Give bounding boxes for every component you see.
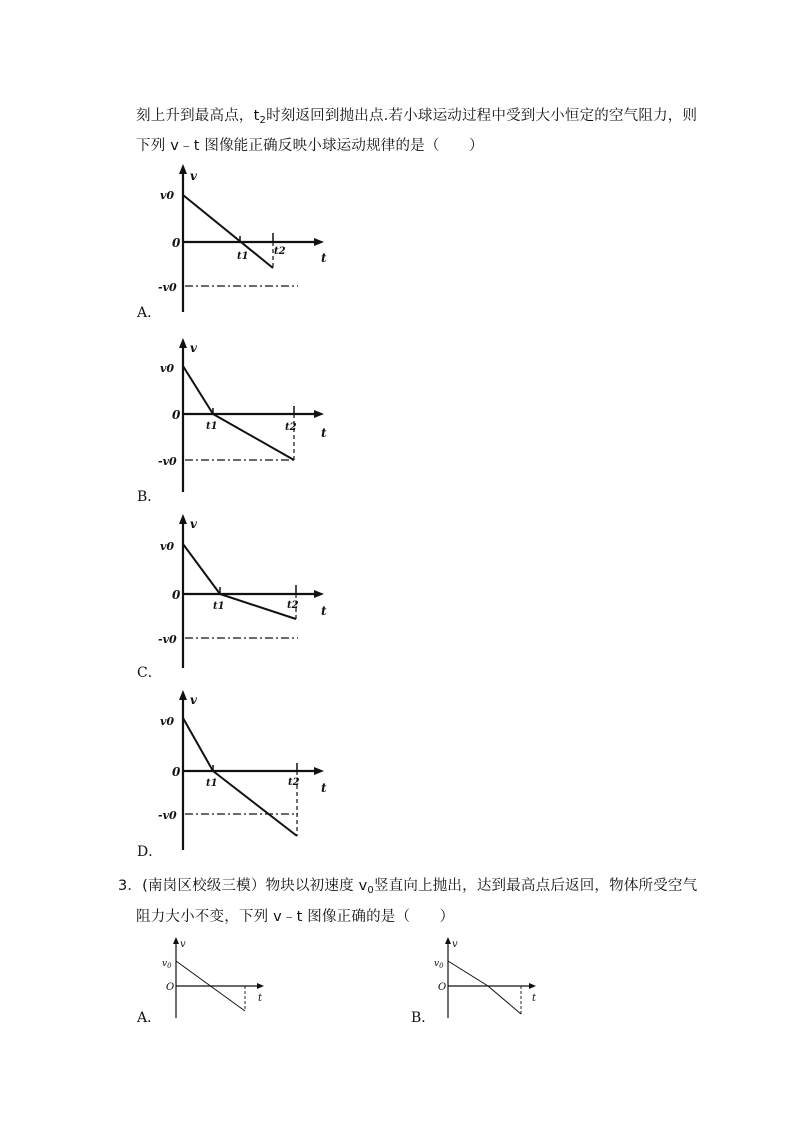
v0-label: v0 — [160, 715, 175, 728]
option-b-label[interactable]: B． — [137, 489, 162, 505]
question3-line1-pre: 3．(南岗区校级三模）物块以初速度 — [118, 878, 359, 894]
question2-line1 — [136, 104, 697, 126]
t-axis-label: t — [321, 426, 327, 440]
v-axis-label: v — [190, 517, 197, 531]
v-axis-label: v — [190, 693, 197, 707]
option-a-label[interactable]: A． — [137, 305, 162, 321]
neg-v0-label: -v0 — [158, 633, 177, 646]
graph-option-b — [160, 336, 360, 496]
option-c-label[interactable]: C． — [137, 665, 162, 681]
neg-v0-label: -v0 — [158, 455, 177, 468]
question3-line2: 阻力大小不变，下列 v﹣t 图像正确的是（ ） — [136, 909, 455, 925]
v-axis-label: v — [190, 341, 197, 355]
zero-label: 0 — [172, 408, 181, 422]
neg-v0-label: -v0 — [158, 809, 177, 822]
q3-option-b-label[interactable]: B． — [411, 1010, 436, 1026]
option-d-label[interactable]: D． — [137, 844, 163, 860]
t2-label: t2 — [288, 777, 300, 788]
t-axis-label: t — [258, 993, 263, 1004]
t2-label: t2 — [274, 246, 286, 257]
origin-label: O — [438, 982, 447, 993]
zero-label: 0 — [172, 236, 181, 250]
t1-label: t1 — [237, 251, 249, 262]
t-axis-label: t — [321, 251, 327, 265]
graph-option-a — [160, 162, 360, 312]
question2-line2: 下列 v﹣t 图像能正确反映小球运动规律的是（ ） — [136, 138, 484, 154]
t2-subscript: 2 — [259, 115, 267, 126]
question3-line1-post: 竖直向上抛出，达到最高点后返回，物体所受空气 — [373, 878, 698, 894]
q3-option-a-label[interactable]: A． — [137, 1010, 162, 1026]
v0-variable: v — [358, 878, 368, 894]
q3-graph-option-a — [160, 936, 280, 1026]
t1-label: t1 — [206, 421, 218, 432]
question2-line1-post: 时刻返回到抛出点.若小球运动过程中受到大小恒定的空气阻力，则 — [266, 108, 698, 124]
t2-label: t2 — [287, 600, 299, 611]
v0-label: $v_0$ — [162, 959, 172, 970]
t1-label: t1 — [213, 601, 225, 612]
v0-subscript: 0 — [367, 885, 374, 896]
graph-option-c — [160, 512, 360, 672]
zero-label: 0 — [172, 588, 181, 602]
v0-label: v0 — [160, 189, 175, 202]
t2-label: t2 — [285, 422, 297, 433]
t-axis-label: t — [532, 993, 537, 1004]
graph-option-d — [160, 688, 360, 853]
q3-graph-option-b — [432, 936, 552, 1026]
v0-label: $v_0$ — [434, 959, 444, 970]
t-axis-label: t — [321, 781, 327, 795]
origin-label: O — [166, 982, 175, 993]
question3-line1 — [118, 874, 697, 896]
v0-label: v0 — [160, 362, 175, 375]
v-axis-label: v — [190, 169, 197, 183]
t2-variable: t — [253, 108, 260, 124]
t-axis-label: t — [321, 604, 327, 618]
v-axis-label: v — [452, 939, 458, 950]
t1-label: t1 — [206, 778, 218, 789]
v-axis-label: v — [180, 939, 186, 950]
question2-line1-pre: 刻上升到最高点， — [136, 108, 254, 124]
v0-label: v0 — [160, 540, 175, 553]
neg-v0-label: -v0 — [158, 281, 177, 294]
zero-label: 0 — [172, 765, 181, 779]
